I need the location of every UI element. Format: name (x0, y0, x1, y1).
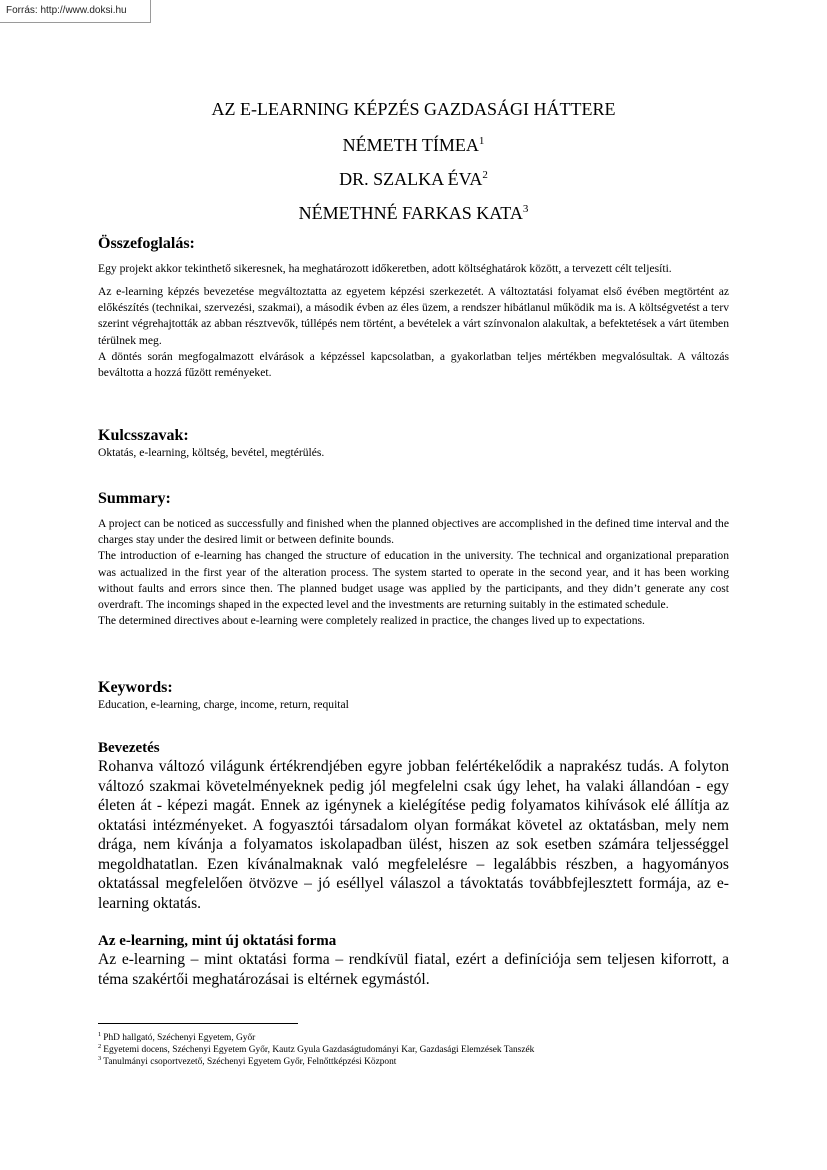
author-3 (98, 202, 729, 224)
source-label: Forrás: http://www.doksi.hu (0, 0, 151, 23)
footnote-text: PhD hallgató, Széchenyi Egyetem, Győr (103, 1033, 256, 1043)
summary-paragraph: The introduction of e-learning has changed the structure of education in the university. The technical and organizational preparation was actualized in the first year of the alteration process. The system started to operate in the second year, and it has been working without faults and errors since then. The planned budget usage was applied by the participants, and they didn’t generate any cost overdraft. The incomings shaped in the expected level and the investments are returning suitably in the estimated schedule. (98, 549, 729, 612)
footnote-number: 3 (98, 1055, 102, 1063)
kulcsszavak-section (98, 427, 729, 461)
footnote-divider (98, 1023, 298, 1024)
footnotes (98, 1032, 729, 1069)
author-name: NÉMETHNÉ FARKAS KATA (298, 203, 523, 223)
section-heading: Kulcsszavak: (98, 427, 189, 444)
author-name: NÉMETH TÍMEA (342, 135, 479, 155)
footnote-number: 1 (98, 1030, 102, 1038)
section-heading: Az e-learning, mint új oktatási forma (98, 933, 337, 949)
footnote (98, 1044, 729, 1056)
osszefoglalas-section (98, 235, 729, 381)
body-paragraph: Az e-learning – mint oktatási forma – rendkívül fiatal, ezért a definíciója sem teljesen kiforrott, a téma szakértői meghatározásai is eltérnek egymástól. (98, 951, 729, 988)
abstract-paragraph: A döntés során megfogalmazott elvárások a képzéssel kapcsolatban, a gyakorlatban teljes mértékben megvalósultak. A változás beváltotta a hozzá fűzött reményeket. (98, 349, 729, 380)
author-1 (98, 134, 729, 156)
paper-title: AZ E-LEARNING KÉPZÉS GAZDASÁGI HÁTTERE (211, 99, 616, 119)
footnote-text: Egyetemi docens, Széchenyi Egyetem Győr, Kautz Gyula Gazdaságtudományi Kar, Gazdasági Elemzések Tanszék (103, 1045, 535, 1056)
section-heading: Keywords: (98, 679, 173, 696)
elearning-section (98, 933, 729, 989)
footnote-text: Tanulmányi csoportvezető, Széchenyi Egyetem Győr, Felnőttképzési Központ (103, 1057, 397, 1068)
bevezetes-section (98, 740, 729, 913)
section-heading: Összefoglalás: (98, 235, 195, 252)
author-2 (98, 168, 729, 190)
summary-section (98, 490, 729, 629)
footnote-ref: 1 (478, 135, 485, 147)
footnote (98, 1056, 729, 1068)
section-heading: Bevezetés (98, 740, 160, 756)
body-paragraph: Rohanva változó világunk értékrendjében egyre jobban felértékelődik a naprakész tudás. A folyton változó szakmai követelményeknek pedig jól megfelelni csak úgy lehet, ha valaki állandóan - egy életen át - képezi magát. Ennek az igénynek a kielégítése pedig folyamatos kihívások elé állítja az oktatási intézményeket. A fogyasztói társadalom olyan formákat követel az oktatásban, mely nem drága, nem kívánja a folyamatos iskolapadban ülést, hiszen az sok esetben számára teljességgel megoldhatatlan. Ezen kívánalmaknak való megfelelésre – legalábbis részben, a hagyományos oktatással megfelelően ötvözve – jó eséllyel válaszol a távoktatás továbbfejlesztett formája, az e-learning oktatás. (98, 758, 729, 912)
footnote (98, 1032, 729, 1044)
summary-paragraph: A project can be noticed as successfully and finished when the planned objectives are accomplished in the defined time interval and the charges stay under the desired limit or between definite bounds. (98, 517, 729, 547)
keywords-text: Education, e-learning, charge, income, return, requital (98, 698, 349, 711)
abstract-paragraph: Egy projekt akkor tekinthető sikeresnek, ha meghatározott időkeretben, adott költséghatárok között, a tervezett célt teljesíti. (98, 262, 672, 275)
footnote-ref: 2 (482, 169, 488, 181)
keywords-section (98, 679, 729, 713)
author-name: DR. SZALKA ÉVA (339, 169, 483, 189)
keywords-text: Oktatás, e-learning, költség, bevétel, megtérülés. (98, 446, 325, 459)
footnote-ref: 3 (522, 203, 529, 215)
abstract-paragraph: Az e-learning képzés bevezetése megváltoztatta az egyetem képzési szerkezetét. A változtatási folyamat első évében megtörtént az előkészítés (technikai, szervezési, szakmai), a második évben az éles üzem, a rendszer hibátlanul működik ma is. A költségvetést a terv szerint végrehajtották az abban résztvevők, túllépés nem történt, a bevételek a várt színvonalon alakultak, a befektetések a várt ütemben térülnek meg. (98, 285, 729, 347)
summary-paragraph: The determined directives about e-learning were completely realized in practice, the changes lived up to expectations. (98, 614, 645, 628)
section-heading: Summary: (98, 490, 171, 507)
footnote-number: 2 (98, 1043, 102, 1051)
